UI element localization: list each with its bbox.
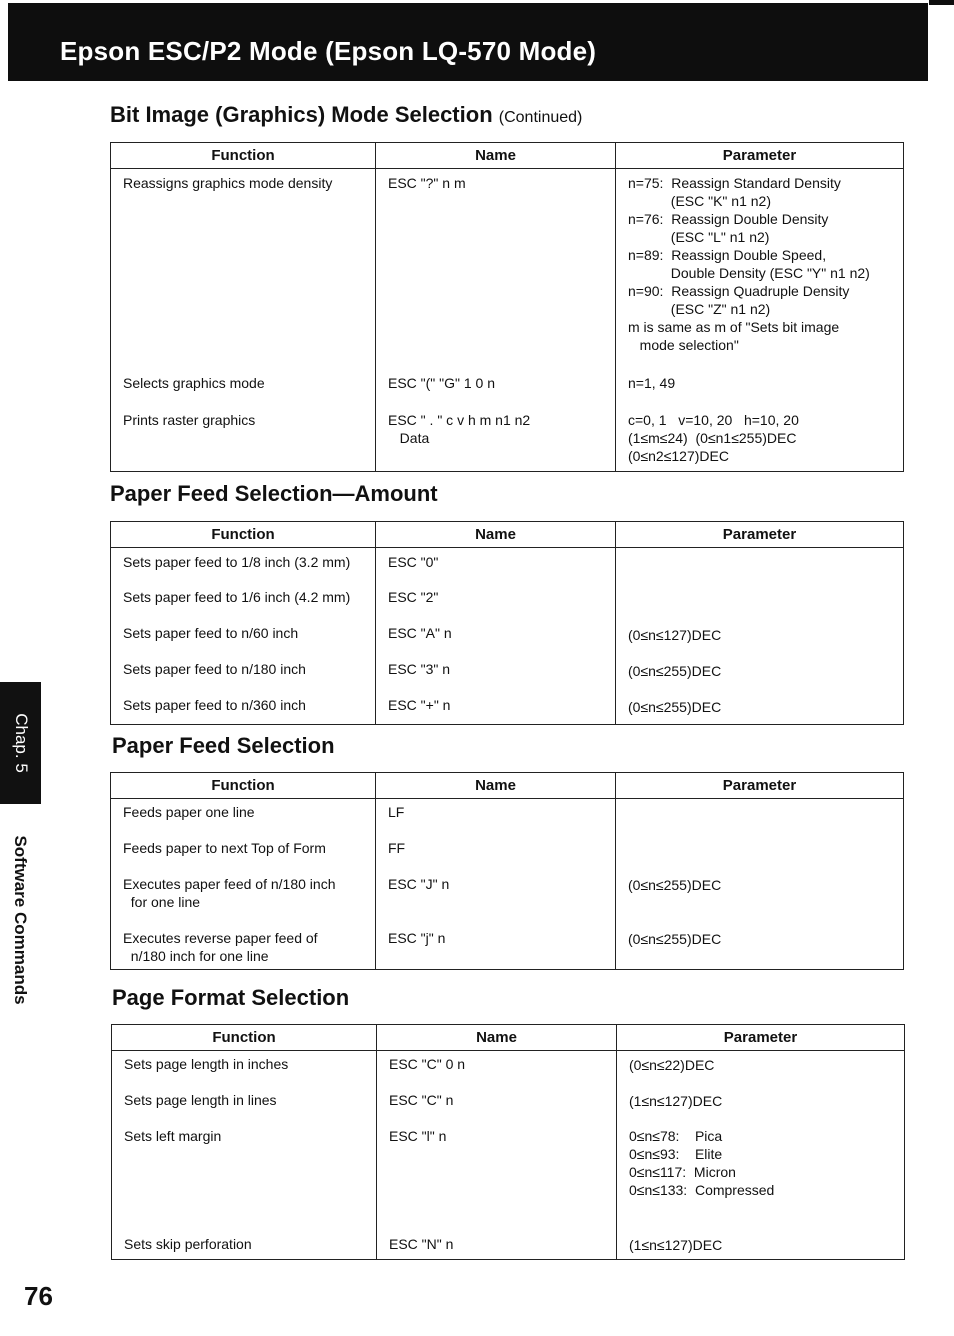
parameter-cell: (0≤n≤255)DEC — [616, 692, 904, 725]
name-cell: ESC "0" — [376, 548, 616, 585]
function-cell: Selects graphics mode — [111, 370, 376, 407]
section-title-paper-feed: Paper Feed Selection — [112, 733, 335, 758]
parameter-cell — [616, 584, 904, 620]
page-format-table — [111, 1024, 905, 1260]
parameter-cell: (1≤n≤127)DEC — [617, 1231, 905, 1260]
name-cell: ESC "+" n — [376, 692, 616, 725]
function-cell: Sets skip perforation — [112, 1231, 377, 1260]
column-header-name: Name — [376, 143, 616, 169]
parameter-cell: (1≤n≤127)DEC — [617, 1087, 905, 1123]
function-cell: Prints raster graphics — [111, 407, 376, 472]
column-header-function: Function — [111, 522, 376, 548]
function-cell: Executes paper feed of n/180 inch for one line — [111, 871, 376, 925]
table-row — [111, 620, 904, 656]
column-header-name: Name — [376, 522, 616, 548]
section-title-bit-image — [110, 102, 582, 128]
name-cell: ESC "3" n — [376, 656, 616, 692]
column-header-name: Name — [376, 773, 616, 799]
table-row — [111, 871, 904, 925]
paper-feed-amount-table — [110, 521, 904, 725]
function-cell: Sets left margin — [112, 1123, 377, 1231]
chapter-tab-label: Chap. 5 — [11, 713, 31, 773]
name-cell: ESC "(" "G" 1 0 n — [376, 370, 616, 407]
function-cell: Sets paper feed to 1/6 inch (4.2 mm) — [111, 584, 376, 620]
function-cell: Sets paper feed to n/180 inch — [111, 656, 376, 692]
table-row — [111, 925, 904, 970]
table-row — [111, 656, 904, 692]
section-title-paper-feed-amount: Paper Feed Selection—Amount — [110, 481, 438, 506]
section-title-page-format: Page Format Selection — [112, 985, 350, 1010]
chapter-tab — [0, 682, 41, 804]
function-cell: Feeds paper to next Top of Form — [111, 835, 376, 871]
page-number: 76 — [24, 1281, 53, 1311]
column-header-parameter: Parameter — [617, 1025, 905, 1051]
paper-feed-table — [110, 772, 904, 970]
corner-mark — [929, 0, 954, 5]
table-row — [111, 548, 904, 585]
name-cell: ESC " . " c v h m n1 n2 Data — [376, 407, 616, 472]
table-row — [111, 407, 904, 472]
parameter-cell: (0≤n≤255)DEC — [616, 656, 904, 692]
parameter-cell: (0≤n≤22)DEC — [617, 1051, 905, 1088]
parameter-cell: n=75: Reassign Standard Density (ESC "K" n1 n2) n=76: Reassign Double Density (ESC "L" n1 n2) n=89: Reassign Double Speed, Double Density (ESC "Y" n1 n2) n=90: Reassign Quadruple Density (ESC "Z" n1 n2) m is same as m of "Sets bit image mode selection" — [616, 169, 904, 371]
column-header-parameter: Parameter — [616, 773, 904, 799]
name-cell: ESC "2" — [376, 584, 616, 620]
parameter-cell: (0≤n≤255)DEC — [616, 925, 904, 970]
function-cell: Reassigns graphics mode density — [111, 169, 376, 371]
table-header-row — [112, 1025, 905, 1051]
function-cell: Executes reverse paper feed of n/180 inch for one line — [111, 925, 376, 970]
function-cell: Sets paper feed to n/60 inch — [111, 620, 376, 656]
function-cell: Sets paper feed to 1/8 inch (3.2 mm) — [111, 548, 376, 585]
parameter-cell — [616, 548, 904, 585]
parameter-cell — [616, 799, 904, 836]
column-header-name: Name — [377, 1025, 617, 1051]
function-cell: Sets page length in inches — [112, 1051, 377, 1088]
parameter-cell: (0≤n≤127)DEC — [616, 620, 904, 656]
name-cell: ESC "C" n — [377, 1087, 617, 1123]
section-title-text: Bit Image (Graphics) Mode Selection — [110, 102, 493, 127]
name-cell: ESC "N" n — [377, 1231, 617, 1260]
table-row — [112, 1051, 905, 1088]
function-cell: Feeds paper one line — [111, 799, 376, 836]
table-row — [111, 169, 904, 371]
table-row — [111, 584, 904, 620]
name-cell: ESC "?" n m — [376, 169, 616, 371]
name-cell: ESC "C" 0 n — [377, 1051, 617, 1088]
parameter-cell: 0≤n≤78: Pica 0≤n≤93: Elite 0≤n≤117: Micron 0≤n≤133: Compressed — [617, 1123, 905, 1231]
chapter-side-label: Software Commands — [11, 835, 30, 1005]
column-header-function: Function — [112, 1025, 377, 1051]
name-cell: ESC "J" n — [376, 871, 616, 925]
function-cell: Sets paper feed to n/360 inch — [111, 692, 376, 725]
table-row — [112, 1087, 905, 1123]
table-header-row — [111, 773, 904, 799]
section-title-suffix: (Continued) — [498, 109, 583, 126]
page-header-title: Epson ESC/P2 Mode (Epson LQ-570 Mode) — [60, 36, 597, 66]
column-header-parameter: Parameter — [616, 143, 904, 169]
column-header-function: Function — [111, 143, 376, 169]
table-row — [111, 692, 904, 725]
name-cell: FF — [376, 835, 616, 871]
table-row — [111, 799, 904, 836]
table-row — [112, 1231, 905, 1260]
parameter-cell: n=1, 49 — [616, 370, 904, 407]
name-cell: LF — [376, 799, 616, 836]
table-header-row — [111, 143, 904, 169]
table-header-row — [111, 522, 904, 548]
column-header-parameter: Parameter — [616, 522, 904, 548]
column-header-function: Function — [111, 773, 376, 799]
parameter-cell: (0≤n≤255)DEC — [616, 871, 904, 925]
page-header-banner — [8, 3, 928, 81]
name-cell: ESC "j" n — [376, 925, 616, 970]
parameter-cell: c=0, 1 v=10, 20 h=10, 20 (1≤m≤24) (0≤n1≤255)DEC (0≤n2≤127)DEC — [616, 407, 904, 472]
table-row — [111, 370, 904, 407]
name-cell: ESC "A" n — [376, 620, 616, 656]
function-cell: Sets page length in lines — [112, 1087, 377, 1123]
table-row — [111, 835, 904, 871]
bit-image-table — [110, 142, 904, 472]
parameter-cell — [616, 835, 904, 871]
name-cell: ESC "l" n — [377, 1123, 617, 1231]
table-row — [112, 1123, 905, 1231]
